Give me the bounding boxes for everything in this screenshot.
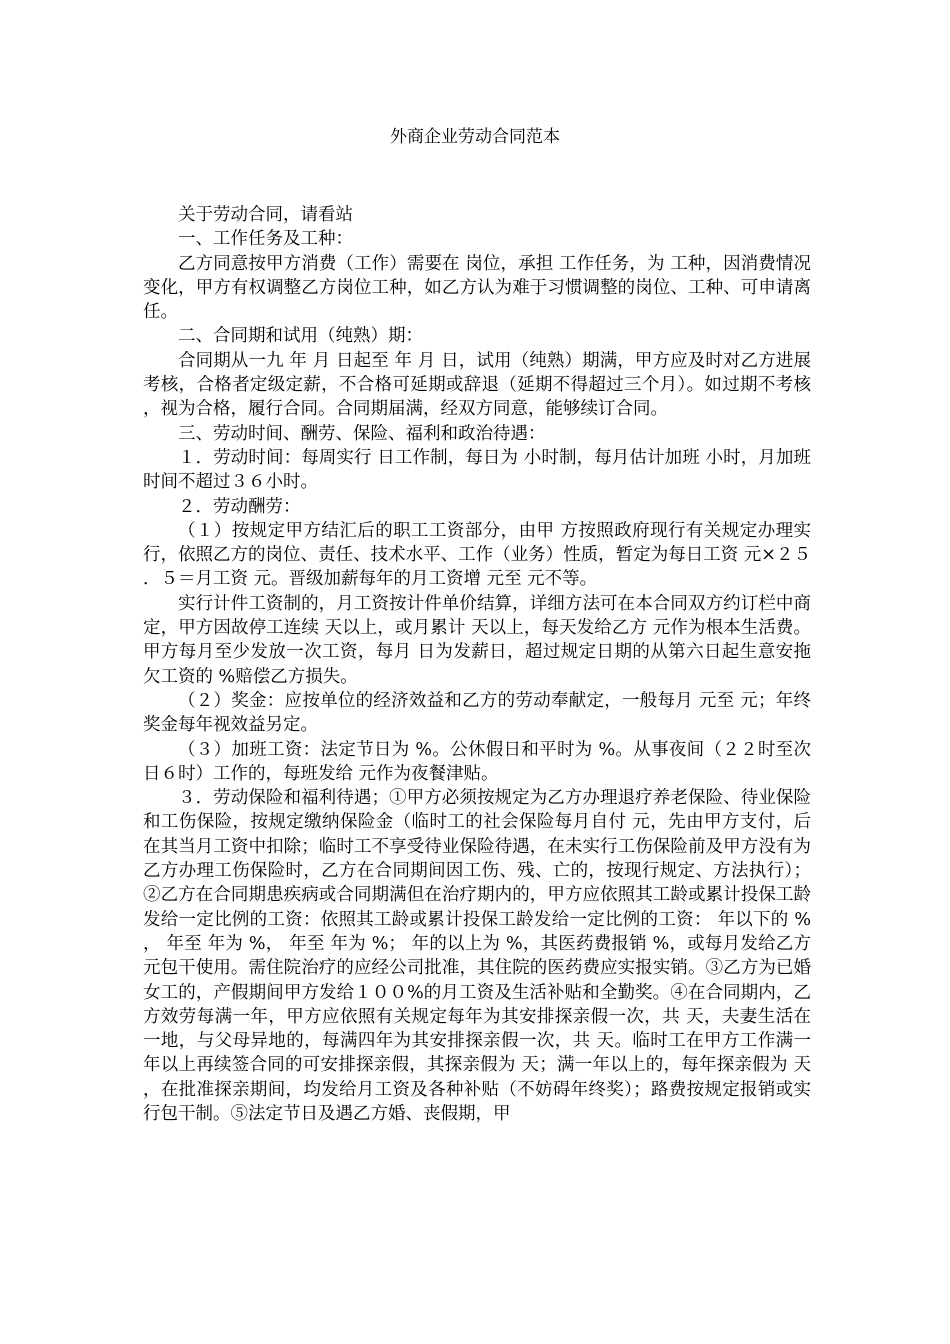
paragraph: １．劳动时间：每周实行 日工作制，每日为 小时制，每月估计加班 小时，月加班时间不超过３６小时。 bbox=[143, 447, 811, 493]
section-heading-3: 三、劳动时间、酬劳、保险、福利和政治待遇： bbox=[178, 423, 546, 444]
subsection-heading: ２．劳动酬劳： bbox=[178, 496, 301, 517]
paragraph: 实行计件工资制的，月工资按计件单价结算，详细方法可在本合同双方约订栏中商定，甲方因故停工连续 天以上，或月累计 天以上，每天发给乙方 元作为根本生活费。甲方每月至少发放一次工资，每月 日为发薪日，超过规定日期的从第六日起生意安拖欠工资的 %赔偿乙方损失。 bbox=[143, 593, 811, 687]
paragraph: 乙方同意按甲方消费（工作）需要在 岗位，承担 工作任务，为 工种，因消费情况变化，甲方有权调整乙方岗位工种，如乙方认为难于习惯调整的岗位、工种、可申请离任。 bbox=[143, 253, 811, 323]
paragraph: （１）按规定甲方结汇后的职工工资部分，由甲 方按照政府现行有关规定办理实行，依照乙方的岗位、责任、技术水平、工作（业务）性质，暂定为每日工资 元×２５．５＝月工资 元。晋级加薪每年的月工资增 元至 元不等。 bbox=[143, 520, 811, 590]
paragraph: 合同期从一九 年 月 日起至 年 月 日，试用（纯熟）期满，甲方应及时对乙方进展考核，合格者定级定薪，不合格可延期或辞退（延期不得超过三个月）。如过期不考核，视为合格，履行合同。合同期届满，经双方同意，能够续订合同。 bbox=[143, 350, 811, 420]
paragraph-intro: 关于劳动合同，请看站 bbox=[178, 205, 353, 225]
paragraph: ３．劳动保险和福利待遇；①甲方必须按规定为乙方办理退疗养老保险、待业保险和工伤保险，按规定缴纳保险金（临时工的社会保险每月自付 元，先由甲方支付，后在其当月工资中扣除；临时工不享受待业保险待遇，在未实行工伤保险前及甲方没有为乙方办理工伤保险时，乙方在合同期间因工伤、残、亡的，按现行规定、方法执行）；②乙方在合同期患疾病或合同期满但在治疗期内的，甲方应依照其工龄或累计投保工龄发给一定比例的工资：依照其工龄或累计投保工龄发给一定比例的工资： 年以下的 %， 年至 年为 %， 年至 年为 %； 年的以上为 %，其医药费报销 %，或每月发给乙方 元包干使用。需住院治疗的应经公司批准，其住院的医药费应实报实销。③乙方为已婚女工的，产假期间甲方发给１００%的月工资及生活补贴和全勤奖。④在合同期内，乙方效劳每满一年，甲方应依照有关规定每年为其安排探亲假一次，共 天，夫妻生活在一地，与父母异地的，每满四年为其安排探亲假一次，共 天。临时工在甲方工作满一年以上再续签合同的可安排探亲假，其探亲假为 天；满一年以上的，每年探亲假为 天，在批准探亲期间，均发给月工资及各种补贴（不妨碍年终奖）；路费按规定报销或实行包干制。⑤法定节日及遇乙方婚、丧假期，甲 bbox=[143, 788, 811, 1124]
document-title: 外商企业劳动合同范本 bbox=[390, 127, 560, 147]
section-heading-1: 一、工作任务及工种： bbox=[178, 229, 353, 250]
paragraph: （２）奖金：应按单位的经济效益和乙方的劳动奉献定，一般每月 元至 元；年终奖金每年视效益另定。 bbox=[143, 690, 811, 736]
paragraph: （３）加班工资：法定节日为 %。公休假日和平时为 %。从事夜间（２２时至次日６时）工作的，每班发给 元作为夜餐津贴。 bbox=[143, 739, 811, 784]
document-body bbox=[143, 203, 811, 1126]
section-heading-2: 二、合同期和试用（纯熟）期： bbox=[178, 326, 423, 347]
